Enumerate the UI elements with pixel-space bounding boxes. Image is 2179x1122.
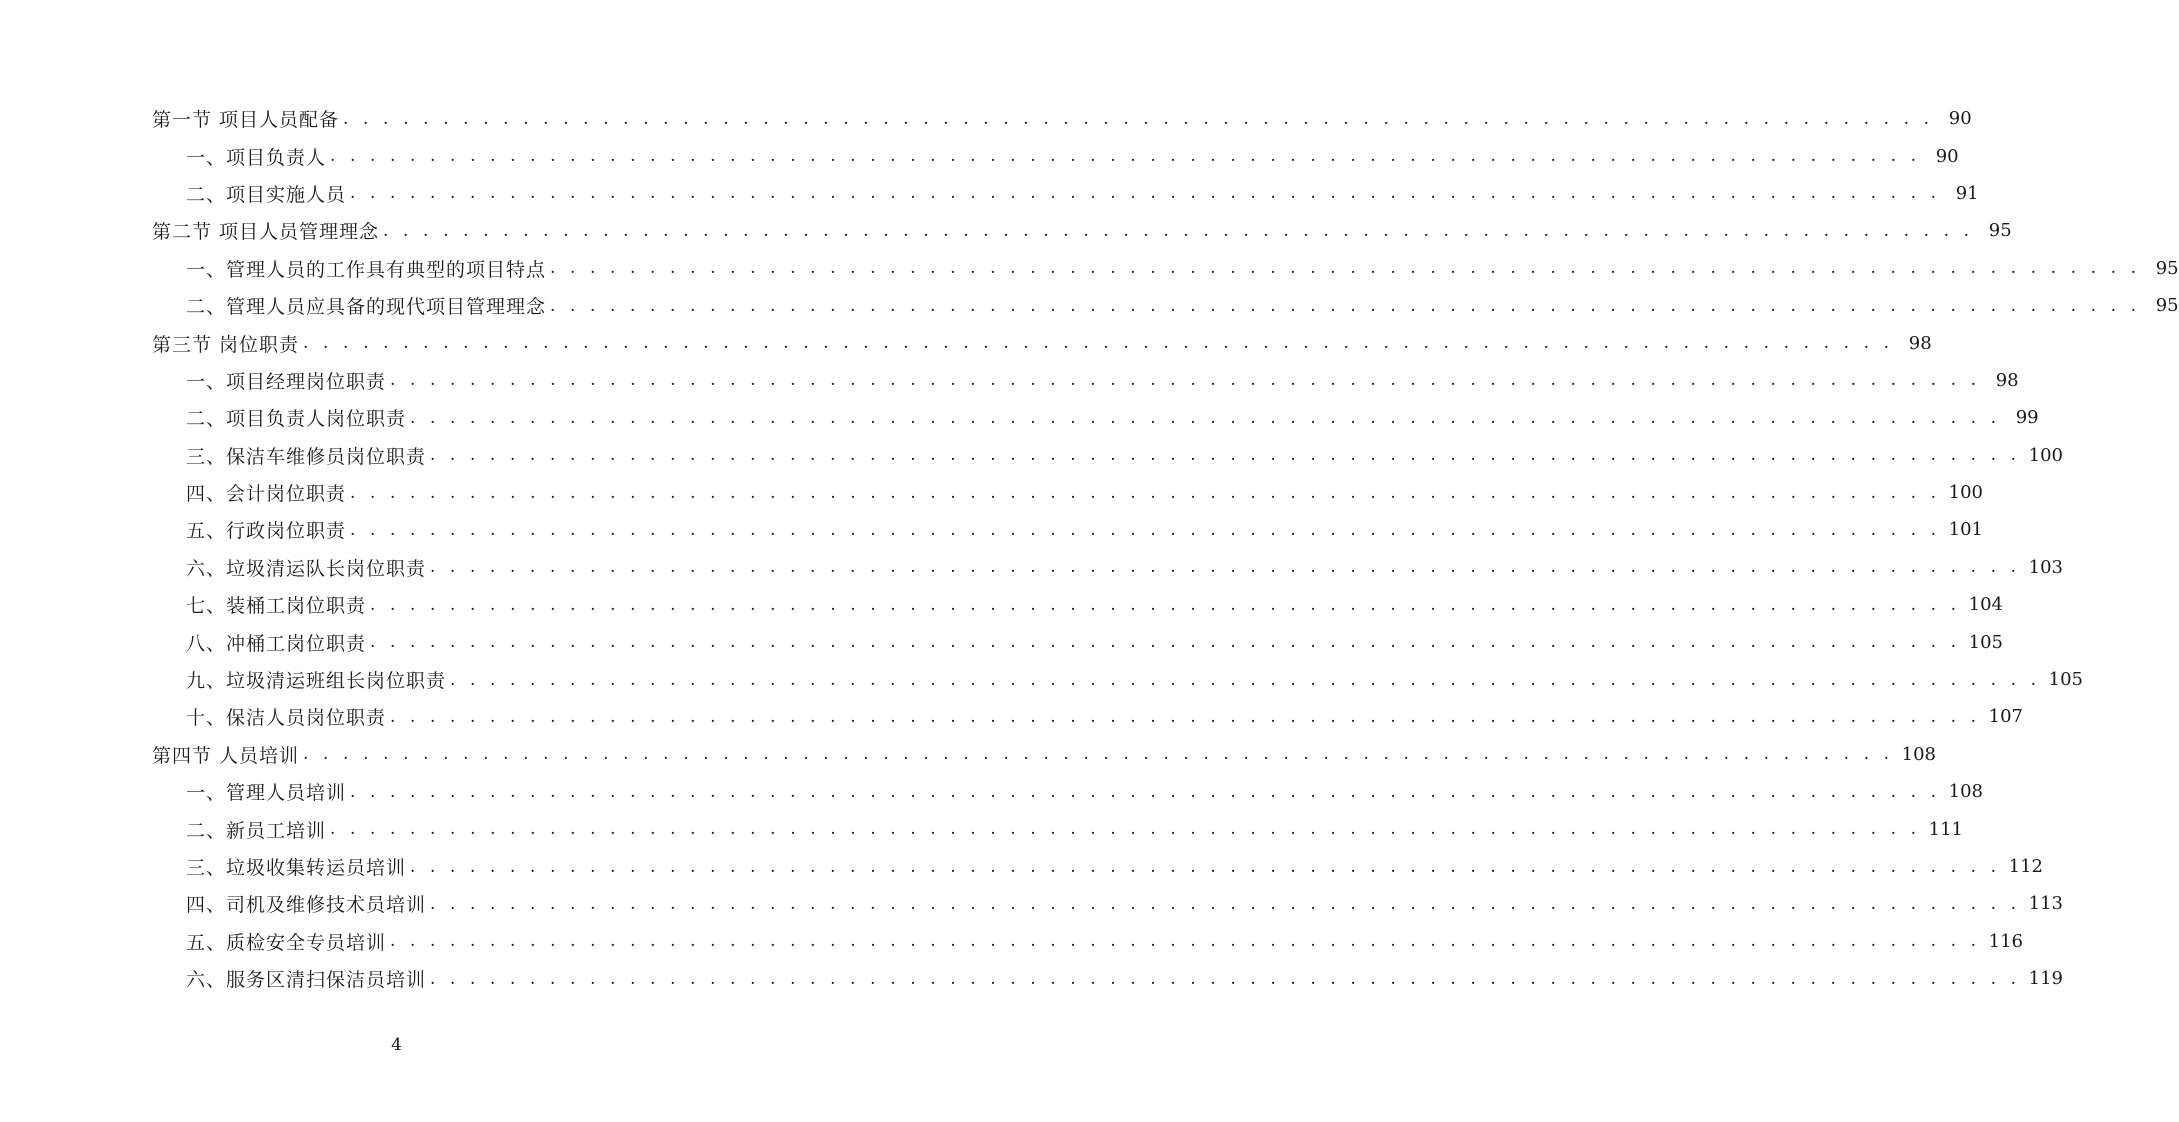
toc-entry-label: 二、管理人员应具备的现代项目管理理念 (186, 296, 547, 319)
toc-item-entry[interactable] (0, 960, 2063, 997)
toc-dot-leader: . . . . . . . . . . . . . . . . . . . . . . . . . . . . . . . . . . . . . . . . . . . . . . . . . . . . . . . . . . . . . . . . . . . . . . . . . . . . . . . . (330, 146, 1921, 167)
page-number: 4 (391, 1035, 402, 1055)
toc-entry-label: 七、装桶工岗位职责 (186, 595, 367, 618)
toc-item-entry[interactable] (0, 698, 2023, 735)
toc-item-entry[interactable] (0, 250, 2179, 287)
toc-entry-page: 105 (2048, 669, 2083, 691)
toc-entry-label: 第三节 岗位职责 (152, 333, 300, 356)
toc-entry-label: 一、管理人员培训 (186, 782, 347, 805)
toc-item-entry[interactable] (0, 923, 2023, 960)
toc-item-entry[interactable] (0, 175, 1979, 212)
toc-entry-label: 九、垃圾清运班组长岗位职责 (186, 670, 447, 693)
toc-entry-page: 101 (1948, 519, 1983, 541)
toc-item-entry[interactable] (0, 848, 2043, 885)
toc-dot-leader: . . . . . . . . . . . . . . . . . . . . . . . . . . . . . . . . . . . . . . . . . . . . . . . . . . . . . . . . . . . . . . . . . . . . . . . . . . . . . . . . (550, 295, 2141, 316)
toc-dot-leader: . . . . . . . . . . . . . . . . . . . . . . . . . . . . . . . . . . . . . . . . . . . . . . . . . . . . . . . . . . . . . . . . . . . . . . . . . . . . . . . . (390, 370, 1981, 391)
toc-entry-label: 五、质检安全专员培训 (186, 931, 387, 954)
toc-item-entry[interactable] (0, 586, 2003, 623)
toc-entry-page: 116 (1988, 930, 2023, 952)
toc-entry-page: 108 (1948, 781, 1983, 803)
toc-entry-page: 91 (1955, 182, 1979, 204)
toc-dot-leader: . . . . . . . . . . . . . . . . . . . . . . . . . . . . . . . . . . . . . . . . . . . . . . . . . . . . . . . . . . . . . . . . . . . . . . . . . . . . . . . . (343, 108, 1934, 129)
toc-item-entry[interactable] (0, 137, 1959, 174)
toc-entry-page: 112 (2008, 856, 2043, 877)
toc-dot-leader: . . . . . . . . . . . . . . . . . . . . . . . . . . . . . . . . . . . . . . . . . . . . . . . . . . . . . . . . . . . . . . . . . . . . . . . . . . . . . . . . (410, 407, 2001, 428)
toc-entry-page: 95 (1988, 220, 2012, 242)
toc-entry-page: 100 (2028, 444, 2063, 466)
toc-entry-label: 第四节 人员培训 (152, 744, 300, 767)
toc-entry-label: 二、项目负责人岗位职责 (186, 408, 407, 431)
toc-entry-page: 104 (1968, 594, 2003, 616)
toc-entry-label: 一、项目经理岗位职责 (186, 370, 387, 393)
toc-entry-label: 十、保洁人员岗位职责 (186, 707, 387, 730)
toc-dot-leader: . . . . . . . . . . . . . . . . . . . . . . . . . . . . . . . . . . . . . . . . . . . . . . . . . . . . . . . . . . . . . . . . . . . . . . . . . . . . . . . . (390, 931, 1981, 952)
toc-entry-label: 八、冲桶工岗位职责 (186, 632, 367, 655)
toc-section-entry[interactable] (0, 100, 1972, 137)
toc-dot-leader: . . . . . . . . . . . . . . . . . . . . . . . . . . . . . . . . . . . . . . . . . . . . . . . . . . . . . . . . . . . . . . . . . . . . . . . . . . . . . . . . (303, 744, 1894, 765)
toc-dot-leader: . . . . . . . . . . . . . . . . . . . . . . . . . . . . . . . . . . . . . . . . . . . . . . . . . . . . . . . . . . . . . . . . . . . . . . . . . . . . . . . . (330, 819, 1921, 840)
toc-section-entry[interactable] (0, 324, 1932, 361)
toc-dot-leader: . . . . . . . . . . . . . . . . . . . . . . . . . . . . . . . . . . . . . . . . . . . . . . . . . . . . . . . . . . . . . . . . . . . . . . . . . . . . . . . . (430, 968, 2021, 989)
toc-dot-leader: . . . . . . . . . . . . . . . . . . . . . . . . . . . . . . . . . . . . . . . . . . . . . . . . . . . . . . . . . . . . . . . . . . . . . . . . . . . . . . . . (383, 220, 1974, 241)
toc-dot-leader: . . . . . . . . . . . . . . . . . . . . . . . . . . . . . . . . . . . . . . . . . . . . . . . . . . . . . . . . . . . . . . . . . . . . . . . . . . . . . . . . (370, 632, 1961, 653)
toc-dot-leader: . . . . . . . . . . . . . . . . . . . . . . . . . . . . . . . . . . . . . . . . . . . . . . . . . . . . . . . . . . . . . . . . . . . . . . . . . . . . . . . . (430, 893, 2021, 914)
toc-entry-page: 95 (2155, 295, 2179, 317)
toc-dot-leader: . . . . . . . . . . . . . . . . . . . . . . . . . . . . . . . . . . . . . . . . . . . . . . . . . . . . . . . . . . . . . . . . . . . . . . . . . . . . . . . . (350, 781, 1941, 802)
toc-entry-label: 四、会计岗位职责 (186, 483, 347, 506)
toc-entry-page: 99 (2015, 407, 2039, 429)
toc-item-entry[interactable] (0, 399, 2039, 436)
toc-dot-leader: . . . . . . . . . . . . . . . . . . . . . . . . . . . . . . . . . . . . . . . . . . . . . . . . . . . . . . . . . . . . . . . . . . . . . . . . . . . . . . . . (450, 669, 2041, 690)
toc-section-entry[interactable] (0, 212, 2012, 249)
toc-dot-leader: . . . . . . . . . . . . . . . . . . . . . . . . . . . . . . . . . . . . . . . . . . . . . . . . . . . . . . . . . . . . . . . . . . . . . . . . . . . . . . . . (430, 445, 2021, 466)
toc-item-entry[interactable] (0, 623, 2003, 660)
toc-entry-label: 第一节 项目人员配备 (152, 109, 340, 132)
toc-item-entry[interactable] (0, 287, 2179, 324)
toc-dot-leader: . . . . . . . . . . . . . . . . . . . . . . . . . . . . . . . . . . . . . . . . . . . . . . . . . . . . . . . . . . . . . . . . . . . . . . . . . . . . . . . . (410, 856, 2001, 877)
toc-entry-page: 119 (2028, 968, 2063, 990)
toc-section-entry[interactable] (0, 736, 1937, 773)
toc-item-entry[interactable] (0, 885, 2063, 922)
toc-dot-leader: . . . . . . . . . . . . . . . . . . . . . . . . . . . . . . . . . . . . . . . . . . . . . . . . . . . . . . . . . . . . . . . . . . . . . . . . . . . . . . . . (390, 706, 1981, 727)
toc-item-entry[interactable] (0, 549, 2063, 586)
toc-entry-label: 第二节 项目人员管理理念 (152, 221, 380, 244)
toc-entry-page: 111 (1928, 818, 1963, 840)
toc-entry-label: 六、垃圾清运队长岗位职责 (186, 557, 427, 580)
toc-entry-page: 105 (1968, 631, 2003, 653)
toc-entry-page: 108 (1901, 743, 1937, 765)
toc-dot-leader: . . . . . . . . . . . . . . . . . . . . . . . . . . . . . . . . . . . . . . . . . . . . . . . . . . . . . . . . . . . . . . . . . . . . . . . . . . . . . . . . (430, 557, 2021, 578)
toc-item-entry[interactable] (0, 362, 2019, 399)
toc-entry-page: 98 (1995, 369, 2019, 391)
toc-entry-label: 二、新员工培训 (186, 819, 327, 842)
toc-entry-page: 98 (1908, 332, 1932, 354)
toc-entry-page: 100 (1948, 482, 1983, 504)
toc-entry-label: 三、垃圾收集转运员培训 (186, 857, 407, 879)
toc-item-entry[interactable] (0, 474, 1983, 511)
toc-item-entry[interactable] (0, 773, 1983, 810)
toc-item-entry[interactable] (0, 511, 1983, 548)
toc-entry-label: 六、服务区清扫保洁员培训 (186, 969, 427, 992)
toc-entry-page: 90 (1935, 145, 1959, 167)
toc-item-entry[interactable] (0, 810, 1963, 847)
toc-entry-page: 113 (2028, 893, 2063, 915)
toc-entry-label: 一、项目负责人 (186, 146, 327, 169)
toc-entry-page: 107 (1988, 706, 2023, 728)
toc-dot-leader: . . . . . . . . . . . . . . . . . . . . . . . . . . . . . . . . . . . . . . . . . . . . . . . . . . . . . . . . . . . . . . . . . . . . . . . . . . . . . . . . (350, 183, 1941, 204)
toc-dot-leader: . . . . . . . . . . . . . . . . . . . . . . . . . . . . . . . . . . . . . . . . . . . . . . . . . . . . . . . . . . . . . . . . . . . . . . . . . . . . . . . . (350, 519, 1941, 540)
toc-entry-label: 一、管理人员的工作具有典型的项目特点 (186, 258, 547, 281)
toc-dot-leader: . . . . . . . . . . . . . . . . . . . . . . . . . . . . . . . . . . . . . . . . . . . . . . . . . . . . . . . . . . . . . . . . . . . . . . . . . . . . . . . . (303, 333, 1894, 354)
toc-entry-label: 五、行政岗位职责 (186, 520, 347, 543)
toc-item-entry[interactable] (0, 437, 2063, 474)
table-of-contents (0, 100, 2179, 997)
toc-entry-page: 90 (1948, 108, 1972, 130)
toc-dot-leader: . . . . . . . . . . . . . . . . . . . . . . . . . . . . . . . . . . . . . . . . . . . . . . . . . . . . . . . . . . . . . . . . . . . . . . . . . . . . . . . . (350, 482, 1941, 503)
toc-entry-label: 二、项目实施人员 (186, 183, 347, 206)
toc-dot-leader: . . . . . . . . . . . . . . . . . . . . . . . . . . . . . . . . . . . . . . . . . . . . . . . . . . . . . . . . . . . . . . . . . . . . . . . . . . . . . . . . (370, 594, 1961, 615)
toc-entry-label: 三、保洁车维修员岗位职责 (186, 445, 427, 468)
toc-entry-page: 95 (2155, 257, 2179, 279)
toc-item-entry[interactable] (0, 661, 2083, 698)
toc-entry-page: 103 (2028, 556, 2063, 578)
toc-entry-label: 四、司机及维修技术员培训 (186, 894, 427, 917)
toc-dot-leader: . . . . . . . . . . . . . . . . . . . . . . . . . . . . . . . . . . . . . . . . . . . . . . . . . . . . . . . . . . . . . . . . . . . . . . . . . . . . . . . . (550, 258, 2141, 279)
